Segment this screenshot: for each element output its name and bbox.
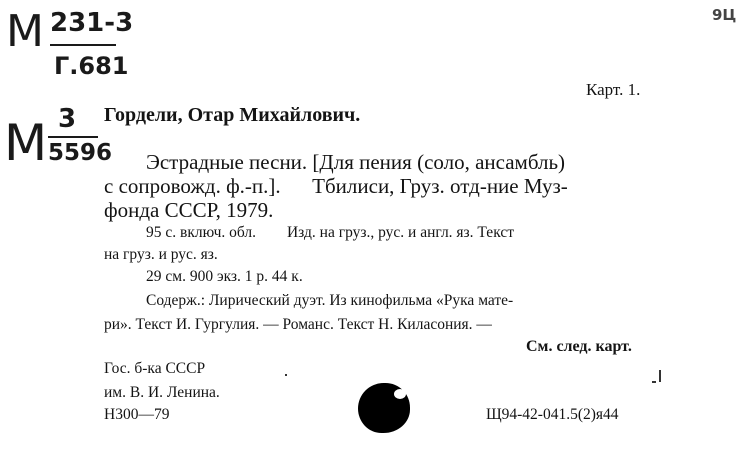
speck <box>659 370 661 382</box>
shelf-number-mid: 3 <box>58 104 77 134</box>
shelf-number-top: 231-3 <box>50 8 134 38</box>
library-line-1: Гос. б-ка СССР <box>104 360 206 377</box>
pages-line: 95 с. включ. обл. Изд. на груз., рус. и англ. яз. Текст <box>146 224 514 241</box>
corner-handwritten-mark: 9Ц <box>712 6 737 24</box>
speck <box>652 381 656 383</box>
title-line-2: с сопровожд. ф.-п.]. Тбилиси, Груз. отд-ние Муз- <box>104 174 568 198</box>
shelf-number-mid-den: 5596 <box>48 140 113 166</box>
classification-code: Щ94-42-041.5(2)я44 <box>486 406 619 423</box>
contents-line-2: ри». Текст И. Гургулия. — Романс. Текст Н. Киласония. — <box>104 316 492 333</box>
author-heading: Гордели, Отар Михайлович. <box>104 104 361 126</box>
title-line-1: Эстрадные песни. [Для пения (соло, ансамбль) <box>146 150 566 174</box>
shelf-number-top-sub: Г.681 <box>54 52 129 80</box>
record-code: Н300—79 <box>104 406 170 423</box>
size-line: 29 см. 900 экз. 1 р. 44 к. <box>146 268 303 285</box>
contents-line-1: Содерж.: Лирический дуэт. Из кинофильма «Рука мате- <box>146 292 514 309</box>
library-line-2: им. В. И. Ленина. <box>104 384 220 401</box>
punch-hole <box>358 383 410 433</box>
shelf-underline-mid <box>48 136 98 138</box>
shelf-underline-top <box>50 44 116 46</box>
card-number: Карт. 1. <box>586 80 641 99</box>
title-line-3: фонда СССР, 1979. <box>104 198 274 222</box>
see-next-card: См. след. карт. <box>526 338 632 355</box>
call-letter-top: М <box>6 6 44 57</box>
pages-line-2: на груз. и рус. яз. <box>104 246 218 263</box>
speck <box>285 374 287 376</box>
call-letter-mid: М <box>4 114 48 172</box>
